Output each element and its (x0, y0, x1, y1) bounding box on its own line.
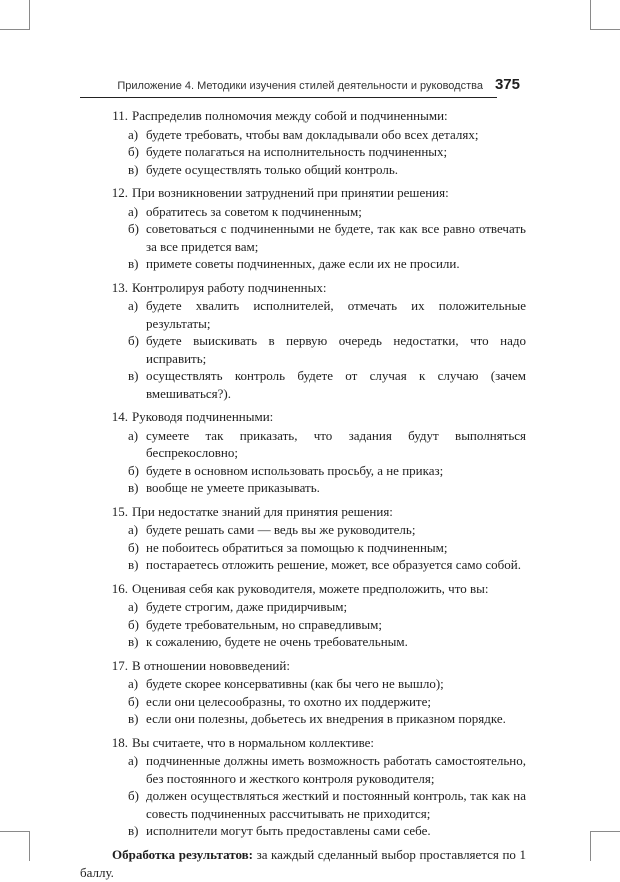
option-text: будете полагаться на исполнительность подчиненных; (146, 144, 448, 159)
question-list (80, 107, 526, 840)
option-text: осуществлять контроль будете от случая к случаю (зачем вмешиваться?). (146, 368, 526, 401)
question-number: 11. (112, 108, 128, 123)
option-letter: в) (128, 256, 139, 271)
answer-option (80, 752, 526, 787)
option-text: исполнители могут быть предоставлены сами себе. (146, 823, 431, 838)
option-letter: в) (128, 711, 139, 726)
option-text: будете требовать, чтобы вам докладывали обо всех деталях; (146, 126, 479, 142)
processing-label: Обработка результатов: (112, 846, 253, 862)
processing-paragraph (80, 846, 526, 882)
option-letter: б) (128, 788, 139, 803)
question-number: 18. (111, 734, 128, 750)
option-text: будете решать сами — ведь вы же руководитель; (146, 522, 416, 537)
answer-option (80, 710, 526, 728)
option-text: будете требовательным, но справедливым; (146, 616, 382, 632)
answer-option (80, 220, 526, 255)
question-number: 14. (111, 409, 128, 424)
question-row (80, 279, 526, 298)
option-text: вообще не умеете приказывать. (146, 480, 320, 495)
option-letter: а) (128, 753, 139, 768)
answer-option (80, 822, 526, 840)
page-number: 375 (494, 76, 520, 93)
question-number: 15. (111, 503, 128, 519)
answer-option (80, 521, 526, 539)
answer-option (80, 143, 526, 161)
question-item (80, 408, 526, 497)
answer-option (80, 462, 526, 480)
answer-option (80, 616, 526, 634)
crop-mark (590, 29, 620, 30)
option-text: будете хвалить исполнителей, отмечать их положительные результаты; (146, 298, 526, 331)
answer-option (80, 479, 526, 497)
answer-option (80, 787, 526, 822)
header-rule (80, 97, 497, 98)
answer-option (80, 598, 526, 616)
answer-option (80, 427, 526, 462)
option-letter: в) (128, 480, 139, 495)
question-item (80, 580, 526, 651)
option-letter: а) (128, 676, 139, 691)
option-letter: в) (128, 368, 139, 383)
question-text: Распределив полномочия между собой и подчиненными: (132, 108, 448, 123)
option-text: к сожалению, будете не очень требовательным. (146, 634, 408, 649)
option-text: если они целесообразны, то охотно их поддержите; (146, 693, 431, 709)
question-text: Руководя подчиненными: (132, 409, 274, 424)
option-letter: а) (128, 126, 139, 142)
option-text: должен осуществляться жесткий и постоянный контроль, так как на совесть подчиненных рассчитывать не приходится; (146, 788, 526, 821)
question-row (80, 184, 526, 203)
crop-mark (0, 29, 30, 30)
option-text: будете скорее консервативны (как бы чего не вышло); (146, 676, 444, 691)
question-number: 12. (111, 185, 128, 200)
answer-option (80, 297, 526, 332)
answer-option (80, 367, 526, 402)
crop-mark (590, 0, 591, 30)
option-letter: в) (128, 823, 139, 838)
answer-option (80, 675, 526, 693)
crop-mark (29, 0, 30, 30)
question-item (80, 184, 526, 273)
option-text: постараетесь отложить решение, может, все образуется само собой. (146, 557, 521, 572)
question-text: При недостатке знаний для принятия решения: (132, 503, 393, 519)
question-row (80, 580, 526, 599)
option-text: подчиненные должны иметь возможность работать самостоятельно, без постоянного и жесткого контроля руководителя; (146, 753, 526, 786)
option-text: советоваться с подчиненными не будете, так как все равно отвечать за все придется вам; (146, 221, 526, 254)
question-item (80, 279, 526, 403)
question-row (80, 503, 526, 522)
question-row (80, 734, 526, 753)
question-text: Контролируя работу подчиненных: (132, 279, 327, 295)
option-letter: в) (128, 634, 139, 649)
processing-text: за каждый сделанный выбор проставляется по 1 баллу. (80, 846, 526, 880)
question-number: 16. (111, 580, 128, 596)
option-letter: б) (128, 462, 139, 478)
answer-option (80, 539, 526, 557)
option-letter: б) (128, 333, 139, 348)
crop-mark (29, 831, 30, 861)
option-text: будете выискивать в первую очередь недостатки, что надо исправить; (146, 333, 526, 366)
option-letter: а) (128, 599, 139, 614)
option-letter: б) (128, 693, 139, 709)
option-text: примете советы подчиненных, даже если их не просили. (146, 256, 460, 271)
crop-mark (590, 831, 591, 861)
question-row (80, 657, 526, 676)
answer-option (80, 633, 526, 651)
questionnaire (80, 107, 526, 882)
question-number: 17. (111, 657, 128, 673)
running-title: Приложение 4. Методики изучения стилей деятельности и руководства (117, 80, 483, 92)
option-letter: б) (128, 221, 139, 236)
question-row (80, 107, 526, 126)
option-letter: а) (128, 522, 139, 537)
option-text: не побоитесь обратиться за помощью к подчиненным; (146, 539, 448, 555)
option-letter: а) (128, 298, 139, 313)
answer-option (80, 161, 526, 179)
option-text: будете осуществлять только общий контроль. (146, 161, 399, 177)
option-letter: в) (128, 161, 139, 177)
question-text: Оценивая себя как руководителя, можете предположить, что вы: (132, 580, 489, 596)
question-text: Вы считаете, что в нормальном коллективе: (132, 734, 375, 750)
answer-option (80, 332, 526, 367)
crop-mark (590, 831, 620, 832)
option-text: если они полезны, добьетесь их внедрения в приказном порядке. (146, 711, 506, 726)
option-text: будете в основном использовать просьбу, а не приказ; (146, 462, 444, 478)
question-text: При возникновении затруднений при принятии решения: (132, 185, 449, 200)
option-letter: б) (128, 144, 139, 159)
question-item (80, 657, 526, 728)
option-letter: а) (128, 203, 139, 219)
question-item (80, 503, 526, 574)
option-letter: в) (128, 557, 139, 572)
crop-mark (0, 831, 30, 832)
question-item (80, 107, 526, 178)
question-row (80, 408, 526, 427)
option-letter: б) (128, 616, 139, 632)
question-item (80, 734, 526, 840)
answer-option (80, 255, 526, 273)
question-number: 13. (111, 279, 128, 295)
question-text: В отношении нововведений: (132, 657, 290, 673)
option-text: сумеете так приказать, что задания будут выполняться беспрекословно; (146, 427, 526, 460)
option-letter: б) (128, 539, 139, 555)
option-text: обратитесь за советом к подчиненным; (146, 203, 362, 219)
answer-option (80, 556, 526, 574)
option-text: будете строгим, даже придирчивым; (146, 599, 348, 614)
page-header (80, 76, 520, 93)
answer-option (80, 126, 526, 144)
answer-option (80, 693, 526, 711)
answer-option (80, 203, 526, 221)
option-letter: а) (128, 427, 139, 443)
